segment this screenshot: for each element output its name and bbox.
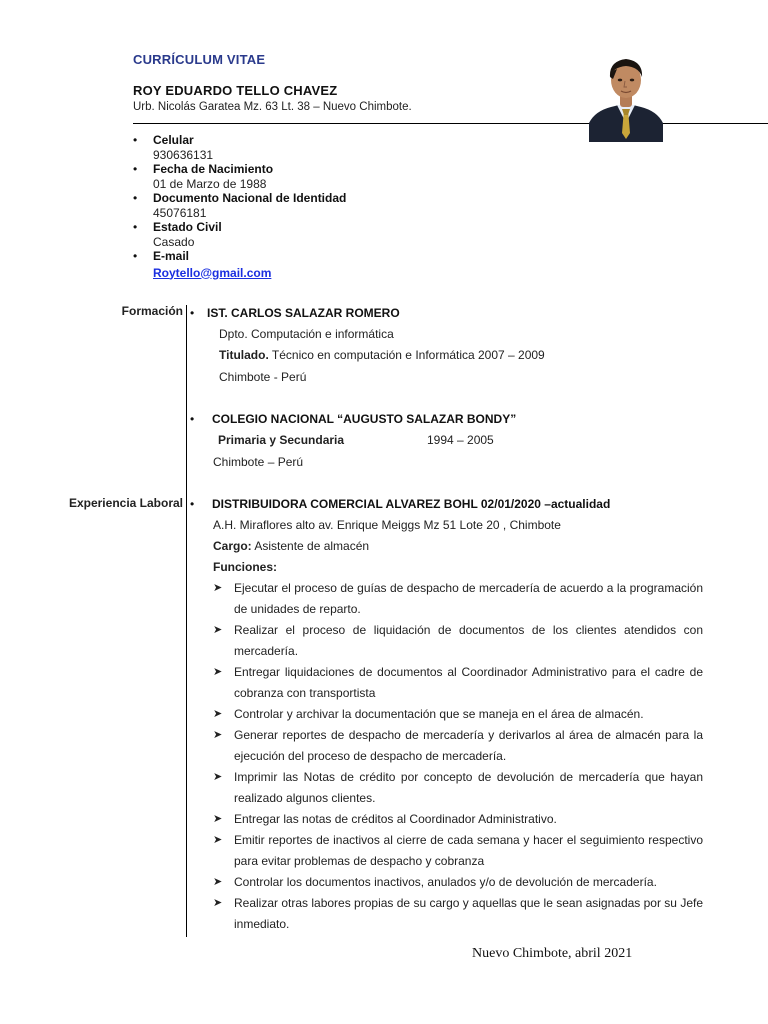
arrow-bullet-icon: ➤ (213, 771, 223, 783)
profile-photo (589, 53, 663, 142)
school-1-title: IST. CARLOS SALAZAR ROMERO (207, 306, 400, 320)
candidate-name: ROY EDUARDO TELLO CHAVEZ (133, 83, 338, 98)
celular-label: Celular (153, 133, 194, 147)
email-label: E-mail (153, 249, 190, 263)
funcion-item: ➤ Entregar liquidaciones de documentos al Coordinador Administrativo para el cadre de cobranza con transportista (213, 662, 703, 704)
school-2-location: Chimbote – Perú (213, 455, 304, 469)
personal-item-email (133, 249, 553, 282)
arrow-bullet-icon: ➤ (213, 708, 223, 720)
candidate-address: Urb. Nicolás Garatea Mz. 63 Lt. 38 – Nuevo Chimbote. (133, 101, 412, 113)
company-title: DISTRIBUIDORA COMERCIAL ALVAREZ BOHL 02/01/2020 –actualidad (212, 497, 611, 511)
funcion-item: ➤ Emitir reportes de inactivos al cierre de cada semana y hacer el seguimiento respectivo para evitar problemas de despacho y cobranza (213, 830, 703, 872)
dni-value: 45076181 (153, 205, 207, 220)
school-2-level: Primaria y Secundaria (218, 433, 345, 447)
bullet-icon: • (133, 220, 138, 234)
school-2-title: COLEGIO NACIONAL “AUGUSTO SALAZAR BONDY” (212, 412, 517, 426)
celular-value: 930636131 (153, 147, 214, 162)
bullet-icon: • (133, 133, 138, 147)
bullet-icon: • (133, 249, 138, 263)
bullet-icon: • (190, 412, 195, 426)
bullet-icon: • (133, 191, 138, 205)
funciones-list (213, 578, 703, 935)
funcion-item: ➤ Ejecutar el proceso de guías de despacho de mercadería de acuerdo a la programación de unidades de reparto. (213, 578, 703, 620)
funcion-item: ➤ Controlar y archivar la documentación que se maneja en el área de almacén. (213, 704, 703, 725)
school-1-dept: Dpto. Computación e informática (219, 327, 394, 341)
personal-item-civil-status (133, 220, 553, 249)
arrow-bullet-icon: ➤ (213, 876, 223, 888)
bullet-icon: • (190, 497, 195, 511)
arrow-bullet-icon: ➤ (213, 624, 223, 636)
bullet-icon: • (133, 162, 138, 176)
section-divider-line (186, 305, 187, 937)
school-1-titulado (219, 348, 545, 362)
funcion-item: ➤ Generar reportes de despacho de mercadería y derivarlos al área de almacén para la ejecución del proceso de despacho de mercadería. (213, 725, 703, 767)
personal-info-list (133, 133, 553, 282)
place-and-date: Nuevo Chimbote, abril 2021 (472, 946, 633, 961)
arrow-bullet-icon: ➤ (213, 729, 223, 741)
arrow-bullet-icon: ➤ (213, 897, 223, 909)
header-divider (133, 123, 768, 124)
civil-status-label: Estado Civil (153, 220, 222, 234)
arrow-bullet-icon: ➤ (213, 582, 223, 594)
email-link[interactable]: Roytello@gmail.com (153, 265, 272, 280)
arrow-bullet-icon: ➤ (213, 834, 223, 846)
person-photo-icon (589, 53, 663, 142)
funcion-item: ➤ Controlar los documentos inactivos, anulados y/o de devolución de mercadería. (213, 872, 703, 893)
funcion-item: ➤ Entregar las notas de créditos al Coordinador Administrativo. (213, 809, 703, 830)
arrow-bullet-icon: ➤ (213, 666, 223, 678)
cv-heading: CURRÍCULUM VITAE (133, 52, 266, 67)
birthdate-value: 01 de Marzo de 1988 (153, 176, 267, 191)
school-1-location: Chimbote - Perú (219, 370, 307, 384)
company-address: A.H. Miraflores alto av. Enrique Meiggs Mz 51 Lote 20 , Chimbote (213, 518, 561, 532)
cargo-label: Cargo: (213, 539, 252, 553)
funcion-item: ➤ Realizar otras labores propias de su cargo y aquellas que le sean asignadas por su Jefe inmediato. (213, 893, 703, 935)
funcion-item: ➤ Realizar el proceso de liquidación de documentos de los clientes atendidos con mercadería. (213, 620, 703, 662)
civil-status-value: Casado (153, 234, 195, 249)
cargo-value: Asistente de almacén (251, 539, 370, 553)
funciones-label: Funciones: (213, 560, 278, 574)
formacion-section-label: Formación (121, 304, 183, 318)
personal-item-dni (133, 191, 553, 220)
personal-item-celular (133, 133, 553, 162)
school-2-years: 1994 – 2005 (427, 433, 494, 447)
dni-label: Documento Nacional de Identidad (153, 191, 347, 205)
titulado-text: Técnico en computación e Informática 2007 – 2009 (268, 348, 545, 362)
experiencia-section-label: Experiencia Laboral (68, 496, 183, 510)
birthdate-label: Fecha de Nacimiento (153, 162, 274, 176)
funcion-item: ➤ Imprimir las Notas de crédito por concepto de devolución de mercadería que hayan realizado algunos clientes. (213, 767, 703, 809)
bullet-icon: • (190, 306, 195, 320)
cargo-line (213, 539, 369, 553)
arrow-bullet-icon: ➤ (213, 813, 223, 825)
personal-item-birthdate (133, 162, 553, 191)
titulado-label: Titulado. (219, 348, 269, 362)
